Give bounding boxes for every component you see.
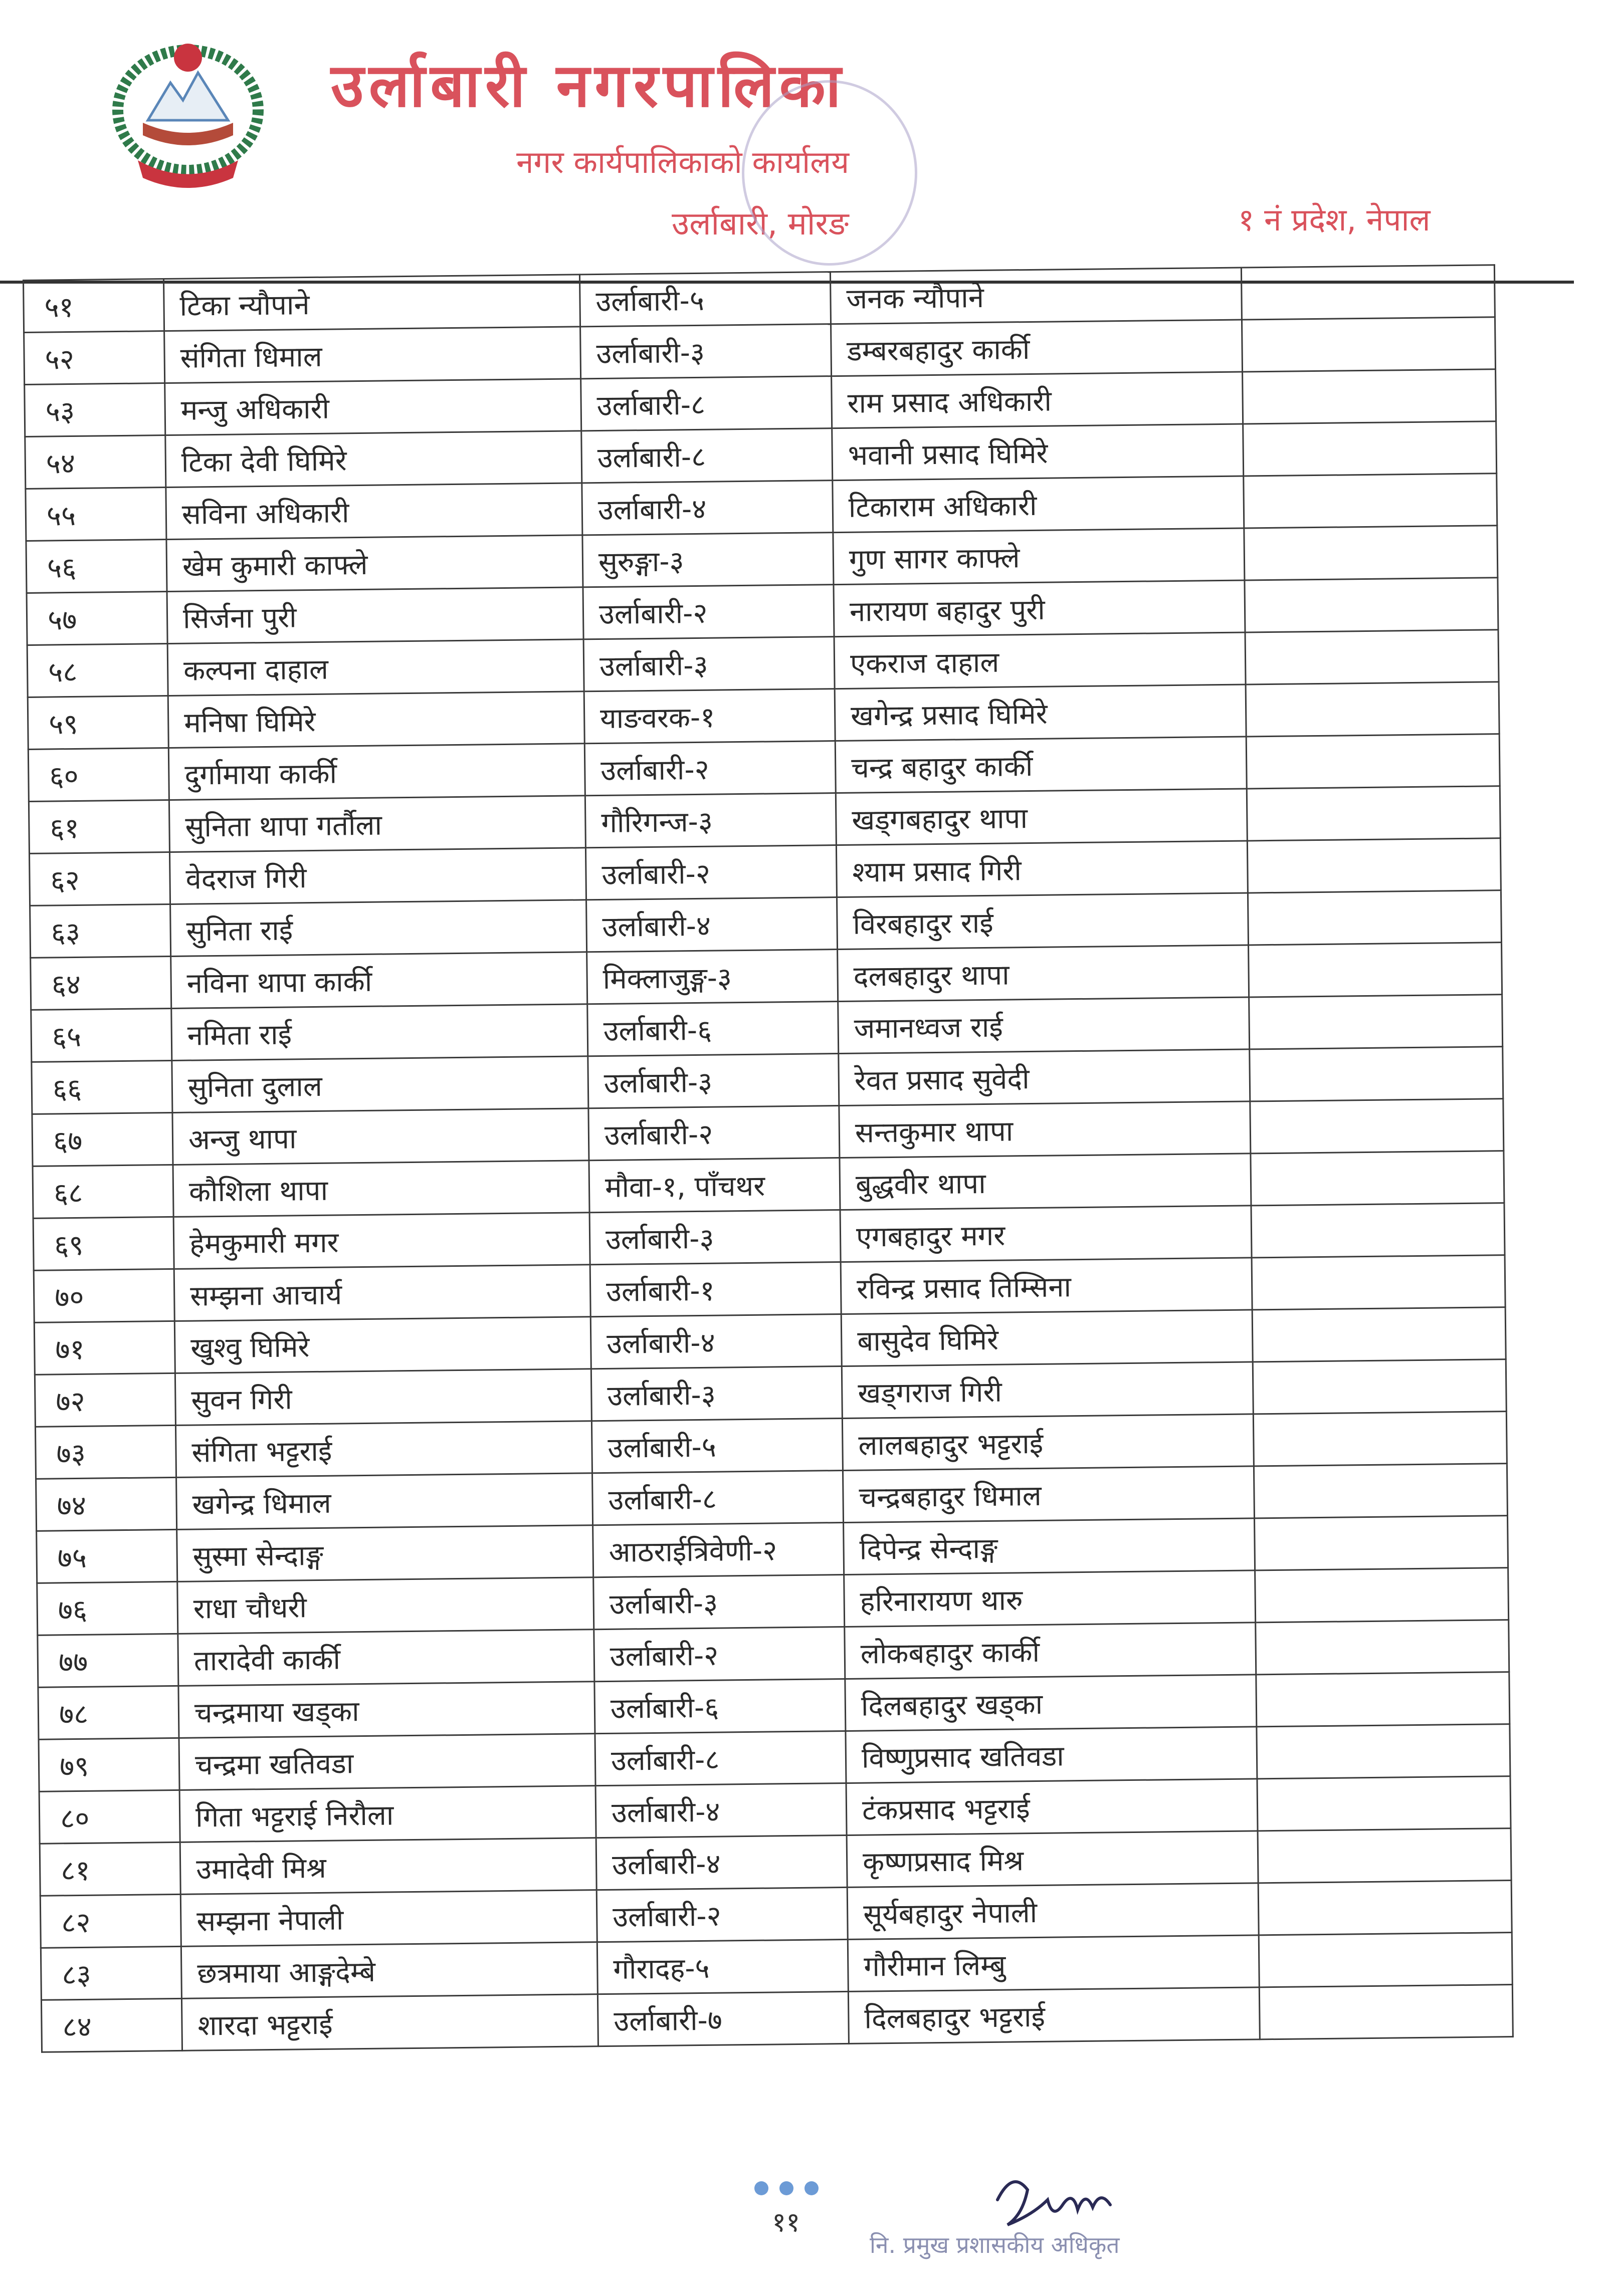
name-cell: मन्जु अधिकारी: [165, 379, 581, 435]
name-cell: नविना थापा कार्की: [171, 952, 587, 1009]
address-cell: उर्लाबारी-५: [591, 1418, 843, 1473]
address-cell: उर्लाबारी-६: [587, 1002, 839, 1056]
name-cell: सुनिता राई: [170, 900, 587, 957]
remarks-cell: [1243, 369, 1496, 424]
serial-number-cell: ६२: [29, 852, 170, 905]
name-cell: सुस्मा सेन्दाङ्ग: [177, 1525, 593, 1582]
remarks-cell: [1258, 1828, 1511, 1883]
name-cell: चन्द्रमा खतिवडा: [179, 1734, 595, 1790]
remarks-cell: [1247, 838, 1501, 893]
father-name-cell: सूर्यबहादुर नेपाली: [847, 1883, 1259, 1940]
serial-number-cell: ५८: [27, 644, 168, 698]
father-name-cell: गुण सागर काफ्ले: [833, 528, 1245, 585]
remarks-cell: [1256, 1672, 1510, 1727]
name-cell: सम्झना आचार्य: [174, 1265, 590, 1321]
address-cell: उर्लाबारी-२: [583, 585, 834, 639]
serial-number-cell: ८०: [39, 1790, 180, 1844]
name-cell: उमादेवी मिश्र: [180, 1838, 596, 1895]
father-name-cell: हरिनारायण थारु: [844, 1570, 1256, 1627]
address-cell: उर्लाबारी-४: [582, 481, 833, 535]
father-name-cell: दिलबहादुर भट्टराई: [848, 1987, 1260, 2044]
remarks-cell: [1245, 578, 1498, 632]
father-name-cell: राम प्रसाद अधिकारी: [832, 372, 1243, 428]
address-cell: उर्लाबारी-३: [583, 637, 835, 692]
serial-number-cell: ५३: [25, 383, 165, 437]
serial-number-cell: ७८: [38, 1686, 179, 1739]
name-cell: खेम कुमारी काफ्ले: [166, 535, 583, 592]
office-subtitle: नगर कार्यपालिकाको कार्यालय: [516, 144, 850, 180]
address-cell: उर्लाबारी-२: [596, 1887, 848, 1942]
father-name-cell: टिकाराम अधिकारी: [833, 476, 1244, 533]
name-cell: चन्द्रमाया खड्का: [178, 1682, 595, 1738]
name-cell: सुवन गिरी: [175, 1369, 591, 1426]
name-cell: कौशिला थापा: [173, 1161, 589, 1217]
address-cell: गौरिगन्ज-३: [585, 793, 836, 848]
serial-number-cell: ६३: [30, 904, 171, 958]
address-cell: उर्लाबारी-८: [592, 1470, 844, 1525]
serial-number-cell: ६१: [29, 800, 169, 853]
serial-number-cell: ५२: [24, 331, 165, 385]
remarks-cell: [1244, 474, 1497, 528]
serial-number-cell: ५६: [26, 540, 167, 593]
address-cell: मौवा-१, पाँचथर: [589, 1158, 840, 1213]
address-cell: उर्लाबारी-३: [591, 1366, 842, 1421]
page-dots: [754, 2181, 835, 2201]
remarks-cell: [1243, 421, 1497, 476]
register-body: [24, 265, 1513, 2052]
father-name-cell: विरबहादुर राई: [837, 893, 1248, 950]
father-name-cell: लोकबहादुर कार्की: [845, 1623, 1256, 1679]
name-cell: मनिषा घिमिरे: [168, 692, 584, 748]
name-cell: टिका देवी घिमिरे: [165, 431, 582, 488]
name-cell: संगिता धिमाल: [164, 327, 581, 383]
address-cell: उर्लाबारी-१: [590, 1262, 841, 1317]
father-name-cell: खड्गराज गिरी: [842, 1362, 1253, 1419]
address-cell: उर्लाबारी-२: [585, 845, 837, 900]
name-cell: अन्जु थापा: [172, 1108, 589, 1165]
serial-number-cell: ५१: [24, 279, 164, 333]
name-cell: शारदा भट्टराई: [181, 1994, 598, 2051]
address-cell: उर्लाबारी-३: [580, 324, 832, 379]
serial-number-cell: ८४: [41, 1998, 182, 2052]
remarks-cell: [1253, 1359, 1506, 1414]
father-name-cell: बुद्धवीर थापा: [840, 1154, 1251, 1210]
name-cell: टिका न्यौपाने: [164, 275, 580, 331]
address-cell: उर्लाबारी-४: [596, 1835, 847, 1890]
remarks-cell: [1254, 1464, 1507, 1518]
father-name-cell: एकराज दाहाल: [834, 632, 1246, 689]
name-cell: सुनिता दुलाल: [172, 1056, 588, 1113]
father-name-cell: सन्तकुमार थापा: [839, 1101, 1251, 1158]
remarks-cell: [1250, 1099, 1504, 1154]
serial-number-cell: ६४: [31, 956, 171, 1010]
father-name-cell: नारायण बहादुर पुरी: [834, 580, 1245, 637]
address-cell: उर्लाबारी-२: [584, 741, 836, 796]
remarks-cell: [1249, 943, 1502, 997]
serial-number-cell: ७१: [34, 1321, 175, 1374]
serial-number-cell: ६७: [32, 1112, 173, 1166]
address-cell: उर्लाबारी-४: [586, 897, 838, 952]
serial-number-cell: ७७: [38, 1634, 178, 1687]
father-name-cell: दिलबहादुर खड्का: [845, 1675, 1257, 1731]
serial-number-cell: ७०: [34, 1269, 174, 1322]
serial-number-cell: ६९: [33, 1217, 174, 1270]
dot-icon: [804, 2181, 819, 2195]
serial-number-cell: ६६: [32, 1060, 172, 1114]
father-name-cell: चन्द्रबहादुर धिमाल: [843, 1466, 1254, 1523]
serial-number-cell: ७४: [36, 1477, 177, 1531]
address-cell: उर्लाबारी-४: [595, 1783, 847, 1838]
father-name-cell: श्याम प्रसाद गिरी: [836, 841, 1248, 897]
remarks-cell: [1241, 265, 1495, 320]
address-cell: याङवरक-१: [584, 689, 835, 744]
serial-number-cell: ८१: [40, 1842, 180, 1896]
remarks-cell: [1245, 630, 1499, 684]
name-cell: राधा चौधरी: [177, 1577, 594, 1634]
remarks-cell: [1255, 1568, 1509, 1623]
father-name-cell: रविन्द्र प्रसाद तिम्सिना: [841, 1258, 1252, 1314]
remarks-cell: [1246, 682, 1499, 737]
name-cell: गिता भट्टराई निरौला: [179, 1786, 596, 1843]
father-name-cell: खड्गबहादुर थापा: [836, 789, 1247, 845]
serial-number-cell: ७९: [39, 1738, 179, 1791]
father-name-cell: दलबहादुर थापा: [838, 945, 1249, 1002]
office-province: १ नं प्रदेश, नेपाल: [1238, 201, 1431, 238]
serial-number-cell: ८३: [41, 1946, 181, 2000]
address-cell: उर्लाबारी-८: [581, 376, 832, 431]
father-name-cell: कृष्णप्रसाद मिश्र: [847, 1831, 1258, 1888]
serial-number-cell: ७५: [37, 1529, 177, 1583]
remarks-cell: [1242, 317, 1495, 372]
name-cell: सिर्जना पुरी: [167, 587, 583, 644]
address-cell: उर्लाबारी-२: [594, 1627, 845, 1681]
name-cell: संगिता भट्टराई: [175, 1421, 592, 1478]
name-cell: खगेन्द्र धिमाल: [176, 1473, 593, 1530]
remarks-cell: [1253, 1412, 1507, 1466]
remarks-cell: [1251, 1151, 1504, 1206]
name-cell: दुर्गामाया कार्की: [168, 744, 585, 800]
father-name-cell: भवानी प्रसाद घिमिरे: [832, 424, 1244, 481]
address-cell: उर्लाबारी-८: [595, 1731, 846, 1785]
serial-number-cell: ६५: [31, 1008, 172, 1062]
name-cell: तारादेवी कार्की: [178, 1630, 594, 1686]
remarks-cell: [1258, 1881, 1512, 1935]
page-number: ११: [772, 2206, 800, 2238]
serial-number-cell: ८२: [40, 1894, 181, 1948]
father-name-cell: एगबहादुर मगर: [840, 1206, 1252, 1262]
remarks-cell: [1257, 1776, 1511, 1831]
address-cell: उर्लाबारी-३: [593, 1574, 845, 1629]
officer-title: नि. प्रमुख प्रशासकीय अधिकृत: [870, 2231, 1120, 2258]
name-cell: नमिता राई: [171, 1004, 588, 1061]
address-cell: उर्लाबारी-६: [594, 1679, 846, 1733]
name-cell: सविना अधिकारी: [166, 483, 582, 540]
name-cell: कल्पना दाहाल: [167, 639, 584, 696]
remarks-cell: [1246, 734, 1500, 789]
serial-number-cell: ६८: [33, 1165, 173, 1218]
name-cell: सुनिता थापा गर्तौला: [169, 796, 585, 852]
father-name-cell: दिपेन्द्र सेन्दाङ्ग: [844, 1518, 1255, 1575]
office-location: उर्लाबारी, मोरङ: [672, 205, 849, 243]
father-name-cell: खगेन्द्र प्रसाद घिमिरे: [835, 684, 1246, 741]
nepal-emblem-logo: [100, 35, 276, 200]
father-name-cell: टंकप्रसाद भट्टराई: [846, 1779, 1258, 1835]
address-cell: उर्लाबारी-४: [590, 1314, 842, 1369]
serial-number-cell: ६०: [28, 748, 169, 802]
remarks-cell: [1252, 1255, 1505, 1310]
address-cell: आठराईत्रिवेणी-२: [593, 1522, 844, 1577]
remarks-cell: [1252, 1307, 1506, 1362]
office-name: उर्लाबारी नगरपालिका: [331, 51, 846, 121]
father-name-cell: जनक न्यौपाने: [830, 268, 1242, 324]
address-cell: उर्लाबारी-३: [588, 1054, 839, 1108]
remarks-cell: [1244, 526, 1498, 580]
father-name-cell: बासुदेव घिमिरे: [841, 1310, 1253, 1366]
serial-number-cell: ५५: [26, 488, 166, 541]
serial-number-cell: ७३: [35, 1425, 176, 1479]
serial-number-cell: ५७: [27, 592, 167, 645]
remarks-cell: [1257, 1724, 1510, 1779]
address-cell: गौरादह-५: [597, 1939, 848, 1994]
address-cell: सुरुङ्गा-३: [582, 533, 834, 587]
father-name-cell: विष्णुप्रसाद खतिवडा: [846, 1727, 1257, 1783]
name-cell: खुश्वु घिमिरे: [174, 1317, 591, 1373]
address-cell: उर्लाबारी-५: [579, 272, 831, 327]
father-name-cell: गौरीमान लिम्बु: [848, 1935, 1259, 1992]
father-name-cell: लालबहादुर भट्टराई: [842, 1414, 1254, 1471]
name-cell: सम्झना नेपाली: [180, 1890, 597, 1947]
address-cell: उर्लाबारी-२: [588, 1106, 840, 1161]
name-cell: वेदराज गिरी: [169, 848, 586, 904]
remarks-cell: [1259, 1985, 1513, 2039]
serial-number-cell: ७६: [37, 1581, 178, 1635]
address-cell: उर्लाबारी-७: [597, 1991, 849, 2046]
father-name-cell: चन्द्र बहादुर कार्की: [835, 737, 1247, 793]
remarks-cell: [1259, 1933, 1512, 1987]
name-cell: हेमकुमारी मगर: [173, 1213, 590, 1269]
office-stamp: [742, 80, 917, 266]
remarks-cell: [1247, 786, 1500, 841]
father-name-cell: रेवत प्रसाद सुवेदी: [839, 1049, 1250, 1106]
register-table: [23, 264, 1514, 2053]
serial-number-cell: ५४: [25, 435, 166, 489]
serial-number-cell: ७२: [35, 1373, 175, 1427]
remarks-cell: [1248, 890, 1501, 945]
address-cell: उर्लाबारी-३: [589, 1210, 841, 1265]
remarks-cell: [1249, 995, 1503, 1049]
remarks-cell: [1255, 1516, 1508, 1570]
address-cell: उर्लाबारी-८: [581, 428, 833, 483]
remarks-cell: [1250, 1047, 1503, 1101]
father-name-cell: जमानध्वज राई: [838, 997, 1250, 1054]
remarks-cell: [1251, 1203, 1505, 1258]
dot-icon: [779, 2181, 793, 2195]
remarks-cell: [1256, 1620, 1509, 1675]
address-cell: मिक्लाजुङ्ग-३: [587, 950, 838, 1004]
father-name-cell: डम्बरबहादुर कार्की: [831, 320, 1243, 376]
dot-icon: [754, 2181, 768, 2195]
name-cell: छत्रमाया आङ्गदेम्बे: [181, 1942, 597, 1999]
serial-number-cell: ५९: [28, 696, 168, 750]
